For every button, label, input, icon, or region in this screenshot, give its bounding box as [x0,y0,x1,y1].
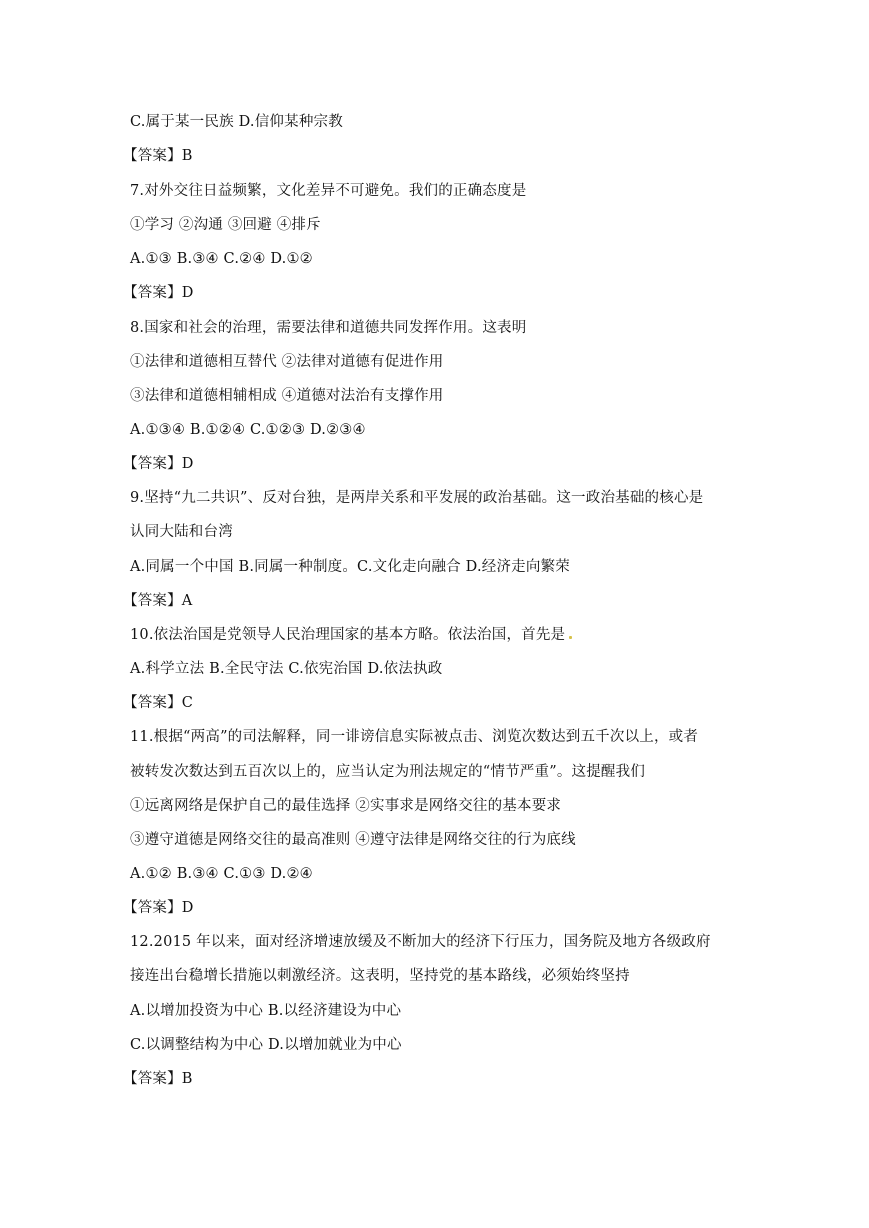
option-line: C.以调整结构为中心 D.以增加就业为中心 [130,1037,402,1053]
question-line: 8.国家和社会的治理，需要法律和道德共同发挥作用。这表明 [130,320,527,336]
answer-line: 【答案】D [123,456,194,472]
option-line: A.①③④ B.①②④ C.①②③ D.②③④ [130,422,366,438]
option-line: C.属于某一民族 D.信仰某种宗教 [130,114,343,130]
option-line: A.①② B.③④ C.①③ D.②④ [130,866,313,882]
answer-line: 【答案】C [123,695,194,711]
question-line: 9.坚持“九二共识”、反对台独，是两岸关系和平发展的政治基础。这一政治基础的核心是 [130,490,704,506]
answer-line: 【答案】A [123,593,193,609]
question-line-continued: 被转发次数达到五百次以上的，应当认定为刑法规定的“情节严重”。这提醒我们 [130,764,646,780]
answer-line: 【答案】B [123,148,193,164]
statement-line: ③遵守道德是网络交往的最高准则 ④遵守法律是网络交往的行为底线 [130,832,576,848]
statement-line: ③法律和道德相辅相成 ④道德对法治有支撑作用 [130,388,444,404]
question-line: 11.根据“两高”的司法解释，同一诽谤信息实际被点击、浏览次数达到五千次以上，或者 [130,729,699,745]
statement-line: ①学习 ②沟通 ③回避 ④排斥 [130,217,321,233]
statement-line: ①法律和道德相互替代 ②法律对道德有促进作用 [130,354,444,370]
yellow-mark [569,636,572,639]
option-line: A.①③ B.③④ C.②④ D.①② [130,251,313,267]
question-line-continued: 接连出台稳增长措施以刺激经济。这表明，坚持党的基本路线，必须始终坚持 [130,968,630,984]
statement-line: ①远离网络是保护自己的最佳选择 ②实事求是网络交往的基本要求 [130,798,562,814]
option-line: A.同属一个中国 B.同属一种制度。C.文化走向融合 D.经济走向繁荣 [130,559,570,575]
answer-line: 【答案】D [123,285,194,301]
question-line-continued: 认同大陆和台湾 [130,524,233,540]
answer-line: 【答案】D [123,900,194,916]
question-line [130,625,572,645]
question-text: 10.依法治国是党领导人民治理国家的基本方略。依法治国，首先是 [130,627,566,643]
option-line: A.科学立法 B.全民守法 C.依宪治国 D.依法执政 [130,661,443,677]
question-line: 12.2015 年以来，面对经济增速放缓及不断加大的经济下行压力，国务院及地方各级政府 [130,934,711,950]
question-line: 7.对外交往日益频繁，文化差异不可避免。我们的正确态度是 [130,183,527,199]
option-line: A.以增加投资为中心 B.以经济建设为中心 [130,1003,402,1019]
answer-line: 【答案】B [123,1071,193,1087]
